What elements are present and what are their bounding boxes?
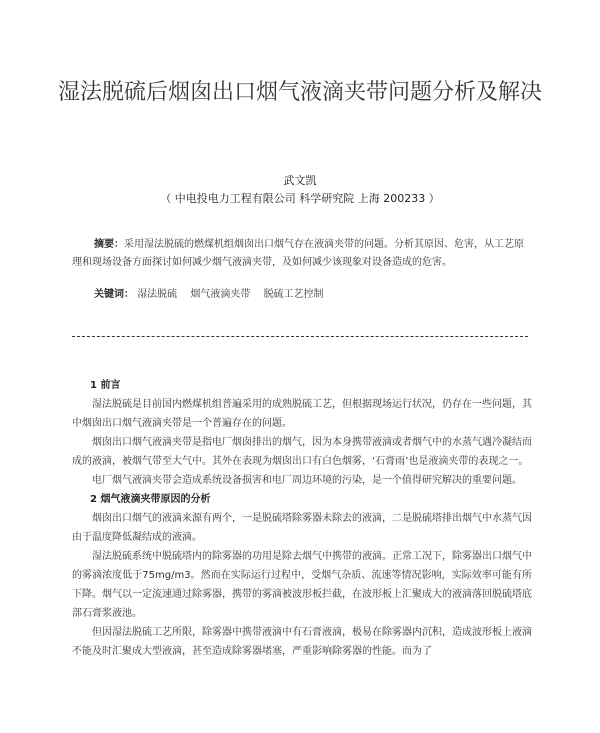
paper-body <box>72 376 532 661</box>
paper-title: 湿法脱硫后烟囱出口烟气液滴夹带问题分析及解决 <box>57 80 542 105</box>
keyword: 湿法脱硫 <box>137 289 178 300</box>
author-affiliation: （ 中电投电力工程有限公司 科学研究院 上海 200233 ） <box>160 192 440 205</box>
paragraph: 电厂烟气液滴夹带会造成系统设备损害和电厂周边环境的污染，是一个值得研究解决的重要问题。 <box>92 475 522 486</box>
separator-rule <box>72 336 528 337</box>
paragraph: 烟囱出口烟气的液滴来源有两个，一是脱硫塔除雾器未除去的液滴，二是脱硫塔排出烟气中水蒸气因由于温度降低凝结成的液滴。 <box>72 513 532 543</box>
abstract-text: 采用湿法脱硫的燃煤机组烟囱出口烟气存在液滴夹带的问题。分析其原因、危害，从工艺原理和现场设备方面探讨如何减少烟气液滴夹带，及如何减少该现象对设备造成的危害。 <box>72 239 524 268</box>
paragraph: 湿法脱硫系统中脱硫塔内的除雾器的功用是除去烟气中携带的液滴。正常工况下，除雾器出口烟气中的雾滴浓度低于75mg/m3。然而在实际运行过程中，受烟气杂质、流速等情况影响，实际效率可能有所下降。烟气以一定流速通过除雾器，携带的雾滴被波形板拦截，在波形板上汇聚成大的液滴落回脱硫塔底部石膏浆液池。 <box>72 551 532 619</box>
section-heading: 2 烟气液滴夹带原因的分析 <box>90 494 211 505</box>
author-name: 武文凯 <box>283 174 317 187</box>
keyword: 烟气液滴夹带 <box>190 289 251 300</box>
keywords-label: 关键词： <box>94 289 134 300</box>
paragraph: 湿法脱硫是目前国内燃煤机组普遍采用的成熟脱硫工艺，但根据现场运行状况，仍存在一些问题，其中烟囱出口烟气液滴夹带是一个普遍存在的问题。 <box>72 399 532 429</box>
paragraph: 但因湿法脱硫工艺所限，除雾器中携带液滴中有石膏液滴，极易在除雾器内沉积，造成波形板上液滴不能及时汇聚成大型液滴，甚至造成除雾器堵塞，严重影响除雾器的性能。而为了 <box>72 627 532 657</box>
paragraph: 烟囱出口烟气液滴夹带是指电厂烟囱排出的烟气，因为本身携带液滴或者烟气中的水蒸气遇冷凝结而成的液滴，被烟气带至大气中。其外在表现为烟囱出口有白色烟雾，‘石膏雨’也是液滴夹带的表现之一。 <box>72 437 532 467</box>
keyword: 脱硫工艺控制 <box>263 289 324 300</box>
keywords <box>94 285 534 300</box>
abstract <box>72 236 532 272</box>
section-heading: 1 前言 <box>90 380 121 391</box>
abstract-label: 摘要： <box>94 239 124 250</box>
